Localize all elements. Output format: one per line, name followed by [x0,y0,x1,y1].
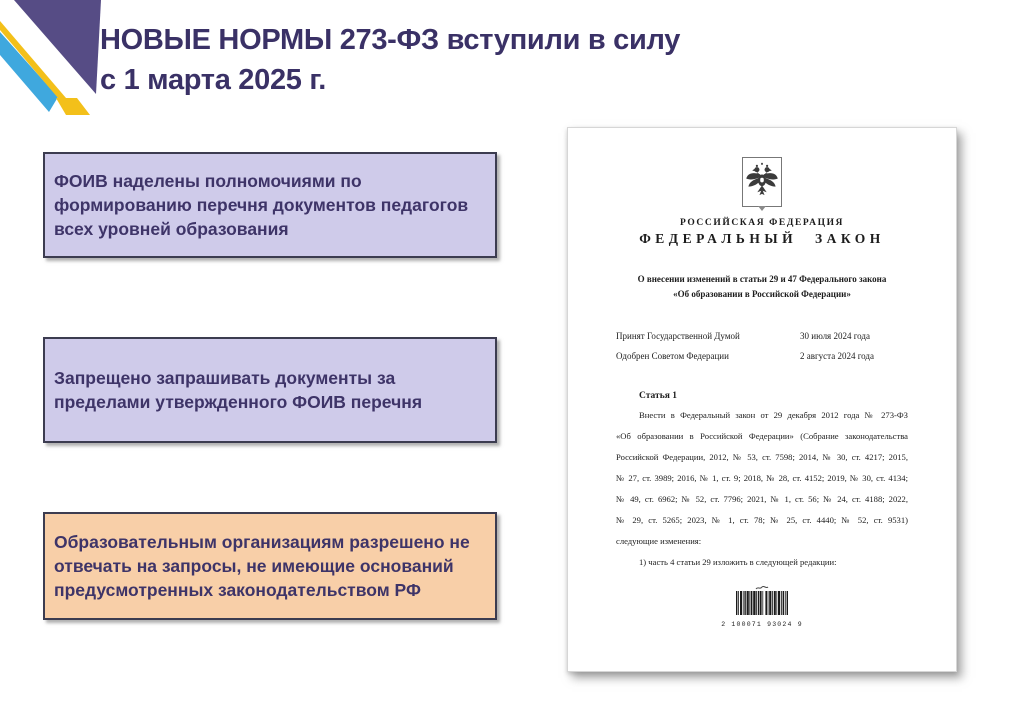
body-line: «Об образовании в Российской Федерации» (Собрание законодательства [616,431,908,441]
document-subject-line2: «Об образовании в Российской Федерации» [673,289,851,299]
page-title [100,20,800,100]
article-heading: Статья 1 [639,391,677,401]
document-dates [616,326,908,366]
page-title-line1: НОВЫЕ НОРМЫ 273-ФЗ вступили в силу [100,24,681,56]
body-line: Российской Федерации, 2012, № 53, ст. 7598; 2014, № 30, ст. 4217; 2015, [616,452,908,462]
approved-label: Одобрен Советом Федерации [616,351,729,361]
info-box-text: ФОИВ наделены полномочиями по формированию перечня документов педагогов всех уровней образования [54,171,469,239]
adopted-date: 30 июля 2024 года [800,331,870,341]
body-line: № 29, ст. 5265; 2023, № 1, ст. 78; № 25, ст. 4440; № 52, ст. 9531) [616,515,908,525]
info-box-text: Запрещено запрашивать документы за пределами утвержденного ФОИВ перечня [54,368,423,412]
document-body [616,405,908,573]
barcode-bars-icon [736,591,788,615]
body-line: № 27, ст. 3989; 2016, № 1, ст. 9; 2018, № 28, ст. 4152; 2019, № 30, ст. 4134; [616,473,908,483]
document-law-type: ФЕДЕРАЛЬНЫЙ ЗАКОН [639,231,885,246]
info-box-org-permission [43,512,497,620]
body-line: № 49, ст. 6962; № 52, ст. 7796; 2021, № 1, ст. 56; № 24, ст. 4188; 2022, [616,494,908,504]
info-box-text: Образовательным организациям разрешено не отвечать на запросы, не имеющие оснований предусмотренных законодательством РФ [54,532,470,600]
barcode [616,585,908,628]
body-line: 1) часть 4 статьи 29 изложить в следующей редакции: [639,557,837,567]
document-country: РОССИЙСКАЯ ФЕДЕРАЦИЯ [679,218,845,228]
approved-date: 2 августа 2024 года [800,351,874,361]
document-subject-line1: О внесении изменений в статьи 29 и 47 Федерального закона [637,274,887,284]
info-box-foiv-authority [43,152,497,258]
adopted-label: Принят Государственной Думой [616,331,740,341]
document-subject [568,272,956,302]
approved-row [616,346,908,366]
page-title-line2: с 1 марта 2025 г. [100,64,326,96]
body-line: Внести в Федеральный закон от 29 декабря 2012 года № 273-ФЗ [639,410,908,420]
barcode-number: 2 100071 93024 9 [721,621,803,628]
body-line: следующие изменения: [616,536,702,546]
russian-coat-of-arms-icon [742,157,782,207]
adopted-row [616,326,908,346]
info-box-request-ban [43,337,497,443]
federal-law-document [567,127,957,672]
